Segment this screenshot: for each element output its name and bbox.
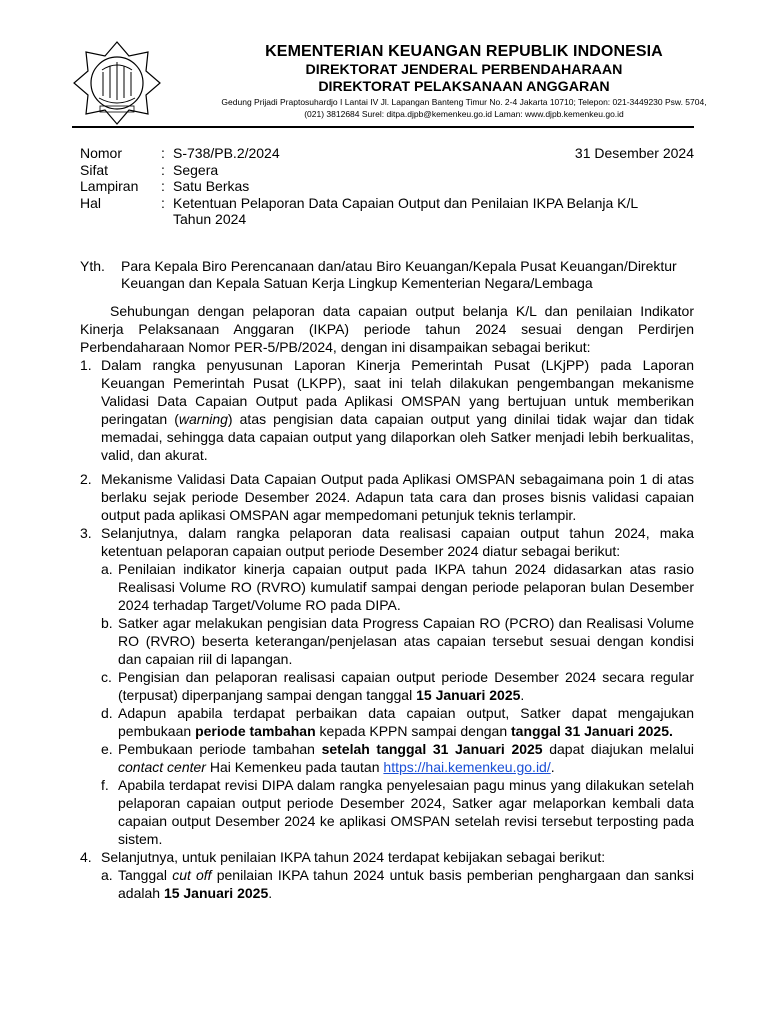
- item-number: 2.: [80, 471, 92, 487]
- colon: :: [161, 178, 165, 194]
- lampiran-label: Lampiran: [80, 178, 139, 194]
- item-4a: [101, 866, 694, 902]
- item-3f: [101, 776, 694, 848]
- meta-hal: [80, 195, 694, 228]
- colon: :: [161, 145, 165, 161]
- letter-body: [80, 302, 694, 902]
- subitem-letter: e.: [101, 741, 113, 757]
- item-text: Dalam rangka penyusunan Laporan Kinerja Pemerintah Pusat (LKjPP) pada Laporan Keuangan Pemerintah Pusat (LKPP), saat ini telah dilakukan pengembangan mekanisme Validasi Data Capaian Output pada Aplikasi OMSPAN yang bertujuan untuk memberikan peringatan (warning) atas pengisian data capaian output yang dinilai tidak wajar dan tidak memadai, sehingga data capaian output yang dilaporkan oleh Satker menjadi lebih berkualitas, valid, dan akurat.: [101, 357, 694, 463]
- item-3b: [101, 614, 694, 668]
- item-3d: [101, 704, 694, 740]
- addressee: [80, 258, 694, 291]
- subitem-text: Adapun apabila terdapat perbaikan data capaian output, Satker dapat mengajukan pembukaan periode tambahan kepada KPPN sampai dengan tanggal 31 Januari 2025.: [118, 705, 694, 739]
- item-text: Mekanisme Validasi Data Capaian Output pada Aplikasi OMSPAN sebagaimana poin 1 di atas berlaku sejak periode Desember 2024. Adapun tata cara dan proses bisnis validasi capaian output pada aplikasi OMSPAN agar mempedomani petunjuk teknis terlampir.: [101, 471, 694, 523]
- hal-label: Hal: [80, 194, 102, 211]
- subitem-letter: a.: [101, 867, 113, 883]
- meta-lampiran: [80, 178, 694, 195]
- hal-value: Ketentuan Pelaporan Data Capaian Output dan Penilaian IKPA Belanja K/L Tahun 2024: [173, 194, 638, 227]
- item-4: [80, 848, 694, 866]
- item-3: [80, 524, 694, 560]
- sifat-value: Segera: [173, 161, 219, 178]
- item-2: [80, 470, 694, 524]
- addressee-text: Para Kepala Biro Perencanaan dan/atau Biro Keuangan/Kepala Pusat Keuangan/Direktur Keuangan dan Kepala Satuan Kerja Lingkup Kementerian Negara/Lembaga: [121, 258, 677, 291]
- colon: :: [161, 194, 165, 211]
- item-text: Selanjutnya, dalam rangka pelaporan data realisasi capaian output tahun 2024, maka ketentuan pelaporan capaian output periode Desember 2024 diatur sebagai berikut:: [101, 525, 694, 559]
- subitem-text: Satker agar melakukan pengisian data Progress Capaian RO (PCRO) dan Realisasi Volume RO (RVRO) beserta keterangan/penjelasan atas capaian tersebut sesuai dengan kondisi dan capaian riil di lapangan.: [118, 615, 694, 667]
- subitem-letter: a.: [101, 561, 113, 577]
- directorate-general-name: DIREKTORAT JENDERAL PERBENDAHARAAN: [305, 62, 623, 78]
- hai-kemenkeu-link[interactable]: https://hai.kemenkeu.go.id/: [383, 759, 551, 775]
- directorate-name: DIREKTORAT PELAKSANAAN ANGGARAN: [318, 79, 610, 95]
- subitem-letter: d.: [101, 705, 113, 721]
- subitem-text: Pengisian dan pelaporan realisasi capaian output periode Desember 2024 secara regular (terpusat) diperpanjang sampai dengan tanggal 15 Januari 2025.: [118, 669, 694, 703]
- nomor-label: Nomor: [80, 145, 123, 161]
- item-3a: [101, 560, 694, 614]
- subitem-text: Tanggal cut off penilaian IKPA tahun 2024 untuk basis pemberian penghargaan dan sanksi adalah 15 Januari 2025.: [118, 867, 694, 901]
- item-1: [80, 356, 694, 464]
- ministry-emblem-icon: [72, 38, 162, 128]
- item-number: 1.: [80, 357, 92, 373]
- address-line-2: (021) 3812684 Surel: ditpa.djpb@kemenkeu.go.id Laman: www.djpb.kemenkeu.go.id: [304, 109, 624, 119]
- subitem-text: Pembukaan periode tambahan setelah tanggal 31 Januari 2025 dapat diajukan melalui contact center Hai Kemenkeu pada tautan https://hai.kemenkeu.go.id/.: [118, 741, 694, 775]
- address-line-1: Gedung Prijadi Praptosuhardjo I Lantai IV Jl. Lapangan Banteng Timur No. 2-4 Jakarta 10710; Telepon: 021-3449230 Psw. 5704,: [221, 97, 707, 107]
- meta-sifat: [80, 162, 694, 179]
- item-number: 3.: [80, 525, 92, 541]
- intro-paragraph: Sehubungan dengan pelaporan data capaian output belanja K/L dan penilaian Indikator Kinerja Pelaksanaan Anggaran (IKPA) periode tahun 2024 sesuai dengan Perdirjen Perbendaharaan Nomor PER-5/PB/2024, dengan ini disampaikan sebagai berikut:: [80, 303, 694, 355]
- addressee-label: Yth.: [80, 258, 105, 274]
- subitem-text: Apabila terdapat revisi DIPA dalam rangka penyelesaian pagu minus yang dilakukan setelah pelaporan capaian output periode Desember 2024, Satker agar melaporkan kembali data capaian output Desember 2024 ke aplikasi OMSPAN setelah revisi tersebut terposting pada sistem.: [118, 777, 694, 847]
- sifat-label: Sifat: [80, 161, 109, 178]
- item-text: Selanjutnya, untuk penilaian IKPA tahun 2024 terdapat kebijakan sebagai berikut:: [101, 849, 606, 865]
- letterhead: [168, 42, 760, 120]
- ministry-name: KEMENTERIAN KEUANGAN REPUBLIK INDONESIA: [265, 43, 663, 60]
- lampiran-value: Satu Berkas: [173, 178, 250, 194]
- letter-date: 31 Desember 2024: [574, 145, 694, 161]
- subitem-letter: b.: [101, 615, 113, 631]
- nomor-value: S-738/PB.2/2024: [173, 145, 280, 161]
- item-3c: [101, 668, 694, 704]
- letterhead-divider: [72, 126, 694, 128]
- item-number: 4.: [80, 849, 92, 865]
- colon: :: [161, 161, 165, 178]
- item-3e: [101, 740, 694, 776]
- letter-meta: [80, 145, 694, 228]
- subitem-letter: f.: [101, 777, 109, 793]
- subitem-letter: c.: [101, 669, 112, 685]
- subitem-text: Penilaian indikator kinerja capaian output pada IKPA tahun 2024 didasarkan atas rasio Realisasi Volume RO (RVRO) kumulatif sampai dengan periode pelaporan bulan Desember 2024 terhadap Target/Volume RO pada DIPA.: [118, 561, 694, 613]
